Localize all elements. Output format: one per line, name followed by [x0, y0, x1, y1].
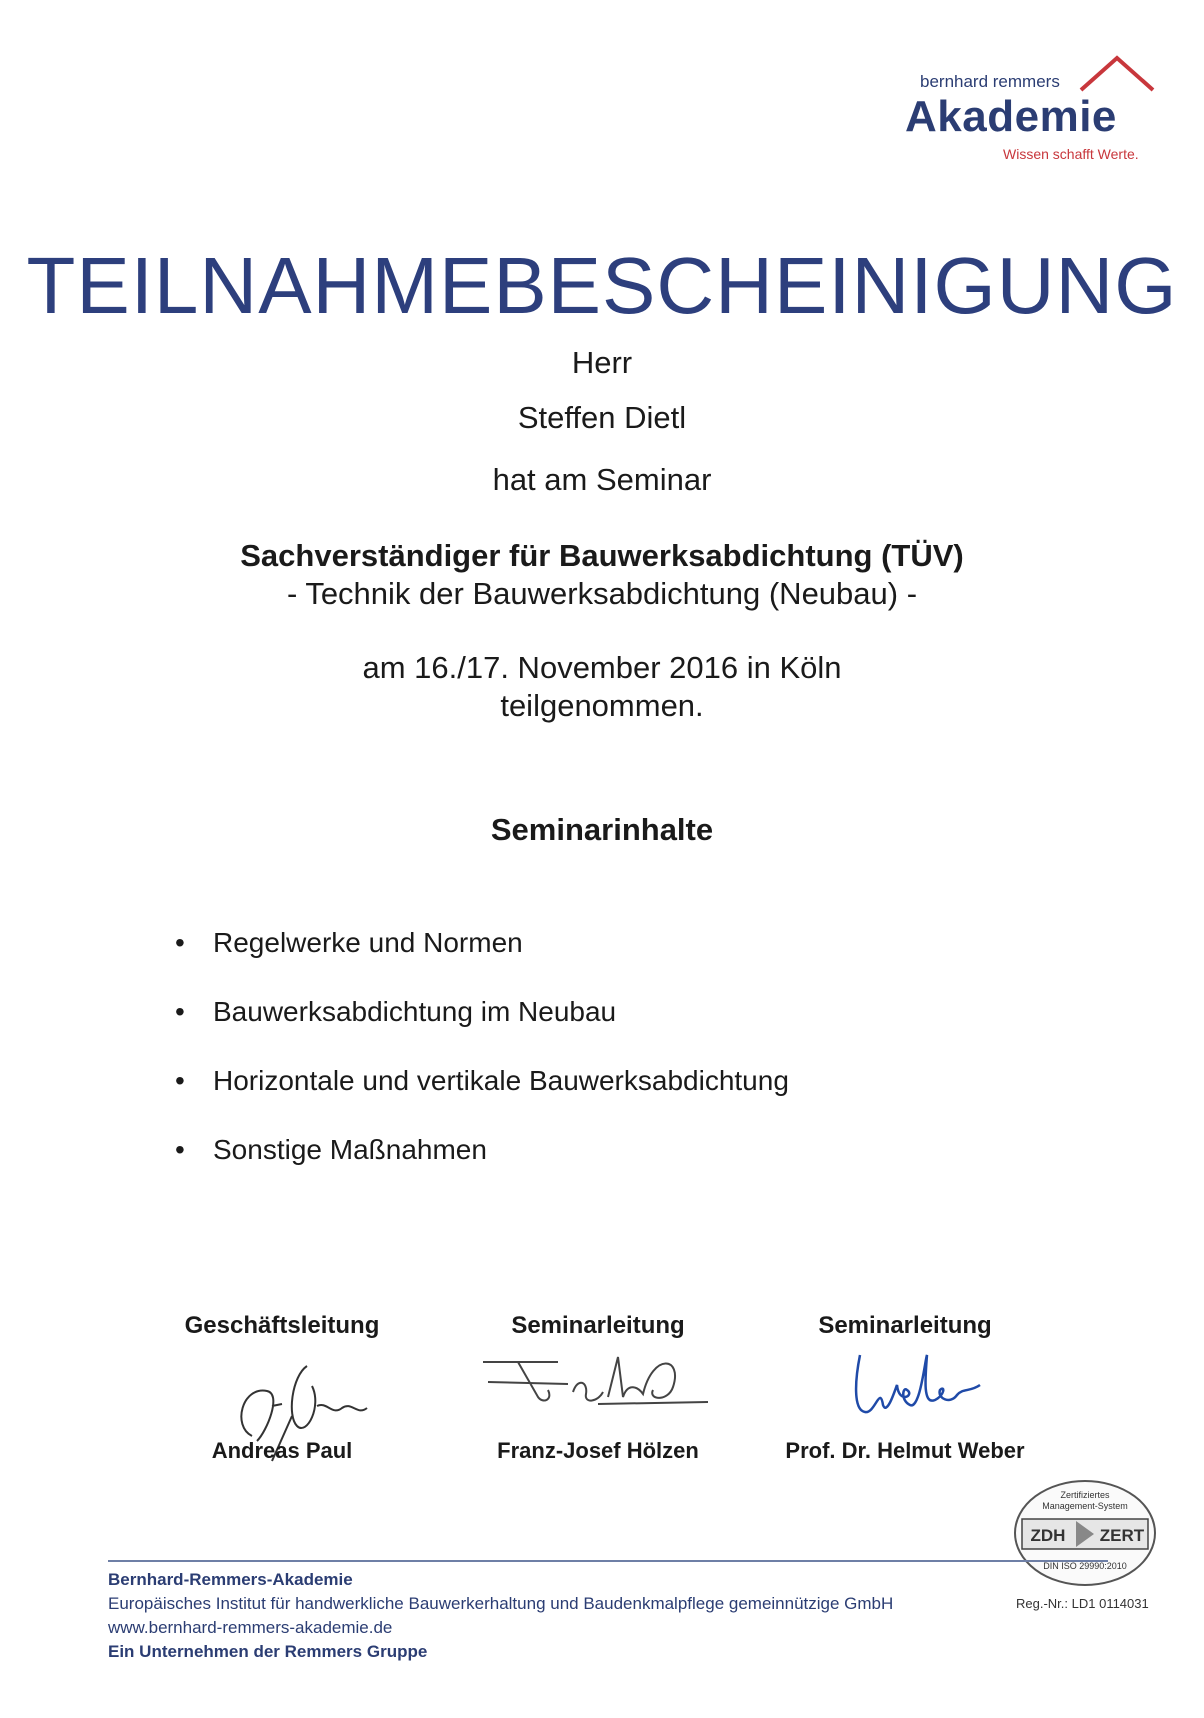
svg-text:ZERT: ZERT [1099, 1526, 1145, 1545]
svg-text:Management-System: Management-System [1042, 1501, 1128, 1511]
participated-text: teilgenommen. [500, 688, 704, 723]
bullet-icon: • [175, 1134, 185, 1165]
logo-tagline: Wissen schafft Werte. [1003, 146, 1139, 162]
seminar-title: Sachverständiger für Bauwerksabdichtung (TÜV) [240, 538, 964, 573]
registration-number: Reg.-Nr.: LD1 0114031 [1016, 1596, 1149, 1611]
signature-role: Seminarleitung [818, 1312, 992, 1339]
bullet-icon: • [175, 1065, 185, 1096]
signature-block-seminar-2 [735, 1312, 1075, 1472]
bullet-icon: • [175, 927, 185, 958]
intro-text: hat am Seminar [492, 462, 712, 497]
roof-icon [1077, 54, 1157, 94]
list-item: • Bauwerksabdichtung im Neubau [175, 994, 789, 1063]
zdh-zert-seal [1010, 1473, 1160, 1593]
footer-org: Bernhard-Remmers-Akademie [108, 1570, 353, 1589]
signature-block-seminar-1 [428, 1312, 768, 1472]
svg-text:DIN ISO 29990:2010: DIN ISO 29990:2010 [1043, 1561, 1127, 1571]
signature-name: Prof. Dr. Helmut Weber [785, 1438, 1025, 1463]
footer [108, 1568, 893, 1664]
footer-institute: Europäisches Institut für handwerkliche Bauwerkerhaltung und Baudenkmalpflege gemeinnützige GmbH [108, 1594, 894, 1613]
svg-text:Zertifiziertes: Zertifiziertes [1060, 1490, 1110, 1500]
signature-role: Geschäftsleitung [184, 1312, 380, 1339]
footer-website: www.bernhard-remmers-akademie.de [108, 1618, 393, 1637]
logo-wordmark: Akademie [905, 92, 1117, 141]
seminar-subtitle: - Technik der Bauwerksabdichtung (Neubau) - [286, 576, 918, 611]
list-item: • Horizontale und vertikale Bauwerksabdichtung [175, 1063, 789, 1132]
signature-name: Franz-Josef Hölzen [497, 1438, 699, 1463]
svg-text:ZDH: ZDH [1030, 1526, 1066, 1545]
signature-role: Seminarleitung [511, 1312, 685, 1339]
logo-pretext: bernhard remmers [920, 72, 1060, 91]
signature-block-management [112, 1312, 452, 1472]
handwritten-signature [478, 1342, 718, 1422]
footer-divider [108, 1560, 1108, 1562]
akademie-logo [905, 54, 1165, 164]
list-item: • Sonstige Maßnahmen [175, 1132, 789, 1201]
footer-group: Ein Unternehmen der Remmers Gruppe [108, 1642, 428, 1661]
contents-heading: Seminarinhalte [490, 812, 714, 847]
participant-name: Steffen Dietl [517, 400, 687, 435]
bullet-icon: • [175, 996, 185, 1027]
handwritten-signature [845, 1350, 995, 1430]
date-location: am 16./17. November 2016 in Köln [362, 650, 842, 685]
signature-name: Andreas Paul [211, 1438, 353, 1463]
list-item: • Regelwerke und Normen [175, 925, 789, 994]
topics-list [175, 925, 789, 1201]
certificate-title: TEILNAHMEBESCHEINIGUNG [26, 241, 1178, 330]
salutation: Herr [571, 345, 633, 380]
